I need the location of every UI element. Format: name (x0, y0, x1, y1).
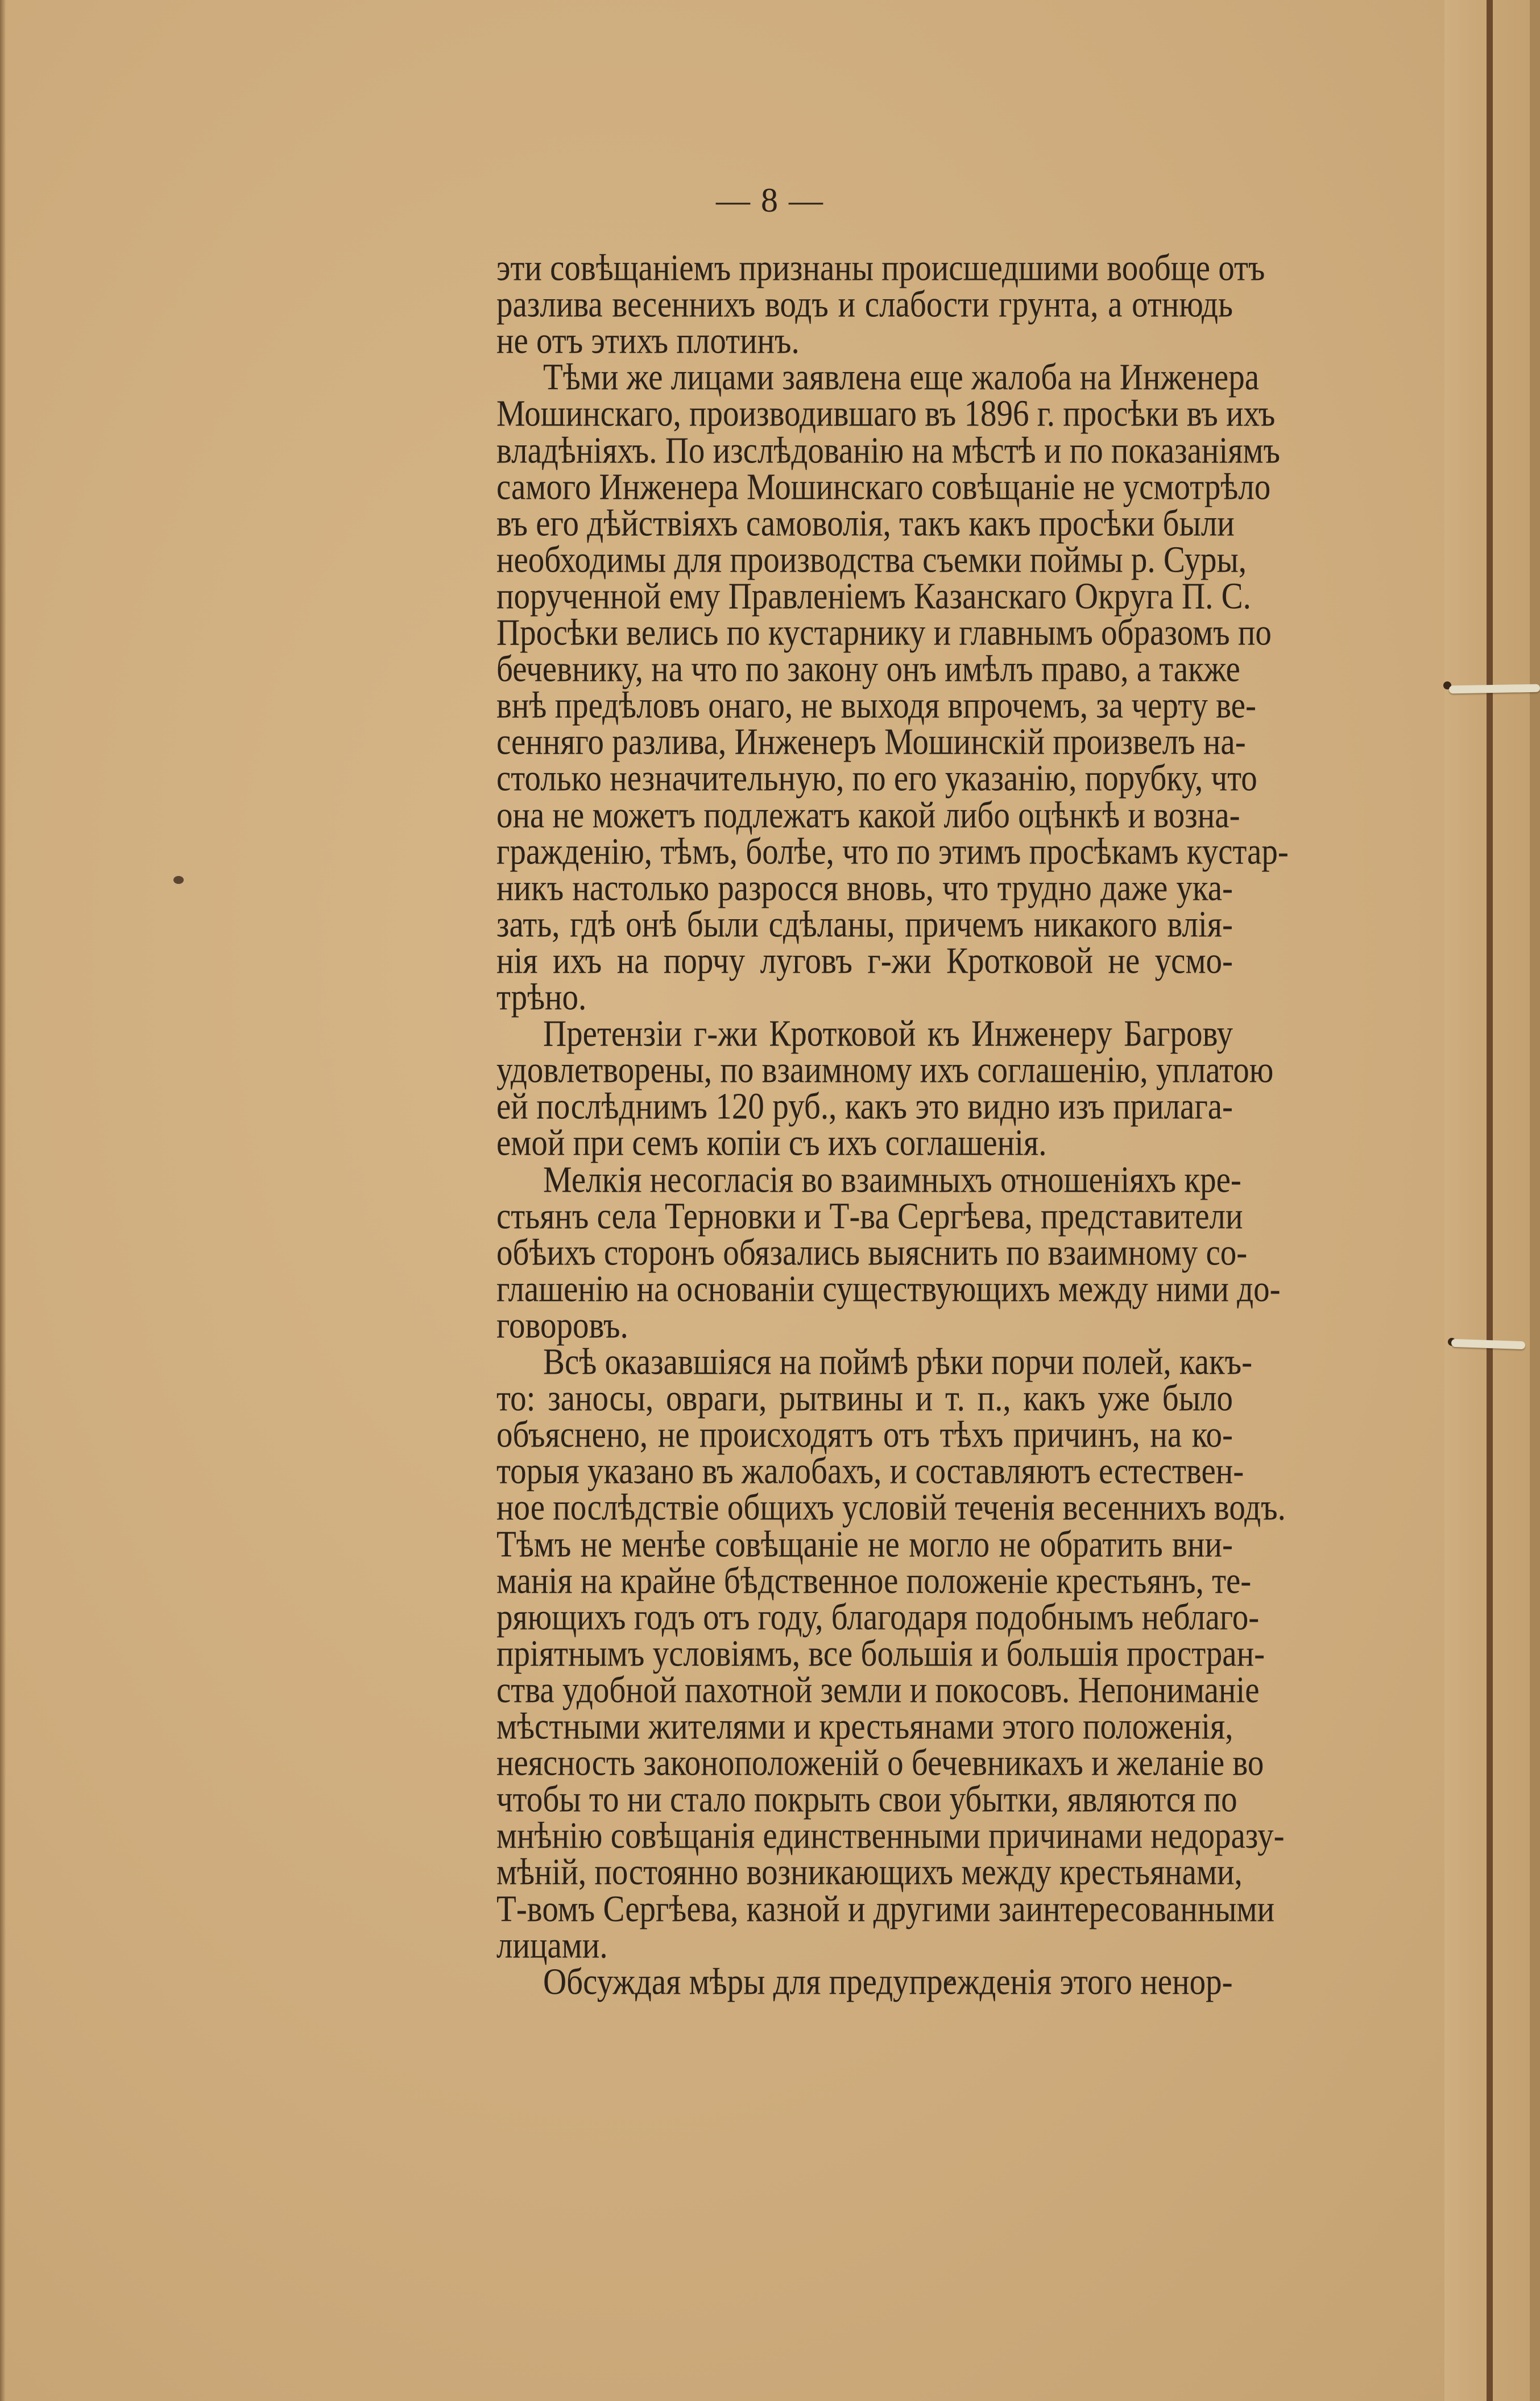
text-line: зать, гдѣ онѣ были сдѣланы, причемъ никакого влія- (496, 903, 1233, 945)
text-line: мѣній, постоянно возникающихъ между крестьянами, (496, 1852, 1243, 1893)
binding-string-icon (1449, 684, 1540, 694)
text-line: Мелкія несогласія во взаимныхъ отношеніяхъ кре- (543, 1159, 1241, 1200)
text-line: ряющихъ годъ отъ году, благодаря подобнымъ неблаго- (496, 1596, 1260, 1638)
text-line: она не можетъ подлежатъ какой либо оцѣнкѣ и возна- (496, 794, 1240, 836)
page-number: — 8 — (716, 181, 824, 219)
text-line: пріятнымъ условіямъ, все большія и большія простран- (496, 1633, 1265, 1675)
text-line: ства удобной пахотной земли и покосовъ. Непониманіе (496, 1669, 1260, 1711)
text-line: ное послѣдствіе общихъ условій теченія весеннихъ водъ. (496, 1487, 1286, 1528)
text-line: эти совѣщаніемъ признаны происшедшими вообще отъ (496, 247, 1265, 289)
text-line: нія ихъ на порчу луговъ г-жи Кротковой не усмо- (496, 940, 1233, 982)
text-line: Обсуждая мѣры для предупрежденія этого ненор- (543, 1961, 1233, 2003)
text-line: мнѣнію совѣщанія единственными причинами недоразу- (496, 1815, 1285, 1857)
text-line: глашенію на основаніи существующихъ между ними до- (496, 1268, 1281, 1310)
text-line: объяснено, не происходятъ отъ тѣхъ причинъ, на ко- (496, 1414, 1233, 1456)
text-line: Т-вомъ Сергѣева, казной и другими заинтересованными (496, 1888, 1275, 1929)
text-line: Претензіи г-жи Кротковой къ Инженеру Багрову (543, 1013, 1233, 1055)
text-line: Всѣ оказавшіяся на поймѣ рѣки порчи полей, какъ- (543, 1341, 1253, 1383)
text-line: разлива весеннихъ водъ и слабости грунта, а отнюдь (496, 284, 1233, 325)
text-line: никъ настолько разросся вновь, что трудно даже ука- (496, 867, 1233, 909)
text-line: бечевнику, на что по закону онъ имѣлъ право, а также (496, 648, 1240, 690)
text-line: неясность законоположеній о бечевникахъ и желаніе во (496, 1742, 1264, 1784)
text-line: чтобы то ни стало покрыть свои убытки, являются по (496, 1779, 1237, 1820)
text-line: торыя указано въ жалобахъ, и составляютъ естествен- (496, 1450, 1244, 1492)
text-line: не отъ этихъ плотинъ. (496, 320, 800, 362)
text-line: мѣстными жителями и крестьянами этого положенія, (496, 1706, 1233, 1747)
text-line: владѣніяхъ. По изслѣдованію на мѣстѣ и по показаніямъ (496, 429, 1281, 471)
text-line: говоровъ. (496, 1304, 628, 1346)
text-line: стьянъ села Терновки и Т-ва Сергѣева, представители (496, 1195, 1243, 1237)
text-line: удовлетворены, по взаимному ихъ соглашенію, уплатою (496, 1049, 1274, 1091)
text-line: гражденію, тѣмъ, болѣе, что по этимъ просѣкамъ кустар- (496, 830, 1289, 873)
text-line: внѣ предѣловъ онаго, не выходя впрочемъ, за черту ве- (496, 685, 1256, 726)
text-line: самого Инженера Мошинскаго совѣщаніе не усмотрѣло (496, 466, 1271, 508)
text-line: Тѣмъ не менѣе совѣщаніе не могло не обратить вни- (496, 1523, 1233, 1565)
text-line: манія на крайне бѣдственное положеніе крестьянъ, те- (496, 1560, 1252, 1602)
text-line: необходимы для производства съемки поймы р. Суры, (496, 539, 1247, 581)
text-line: лицами. (496, 1924, 608, 1966)
text-line: трѣно. (496, 977, 587, 1018)
text-line: столько незначительную, по его указанію, порубку, что (496, 758, 1257, 799)
text-line: то: заносы, овраги, рытвины и т. п., какъ уже было (496, 1378, 1233, 1419)
binding-fold-line (1487, 0, 1493, 2401)
text-line: Тѣми же лицами заявлена еще жалоба на Инженера (543, 357, 1260, 398)
page-right-edge (1530, 0, 1540, 2401)
text-line: сенняго разлива, Инженеръ Мошинскій произвелъ на- (496, 721, 1246, 763)
text-line: ей послѣднимъ 120 руб., какъ это видно изъ прилага- (496, 1086, 1233, 1127)
text-line: Мошинскаго, производившаго въ 1896 г. просѣки въ ихъ (496, 393, 1276, 435)
page-left-edge (0, 0, 6, 2401)
text-line: въ его дѣйствіяхъ самоволія, такъ какъ просѣки были (496, 502, 1235, 544)
text-line: Просѣки велись по кустарнику и главнымъ образомъ по (496, 612, 1272, 654)
text-line: порученной ему Правленіемъ Казанскаго Округа П. С. (496, 575, 1251, 617)
text-line: емой при семъ копіи съ ихъ соглашенія. (496, 1122, 1047, 1164)
ink-speck (173, 876, 184, 884)
text-line: обѣихъ сторонъ обязались выяснить по взаимному со- (496, 1232, 1248, 1274)
